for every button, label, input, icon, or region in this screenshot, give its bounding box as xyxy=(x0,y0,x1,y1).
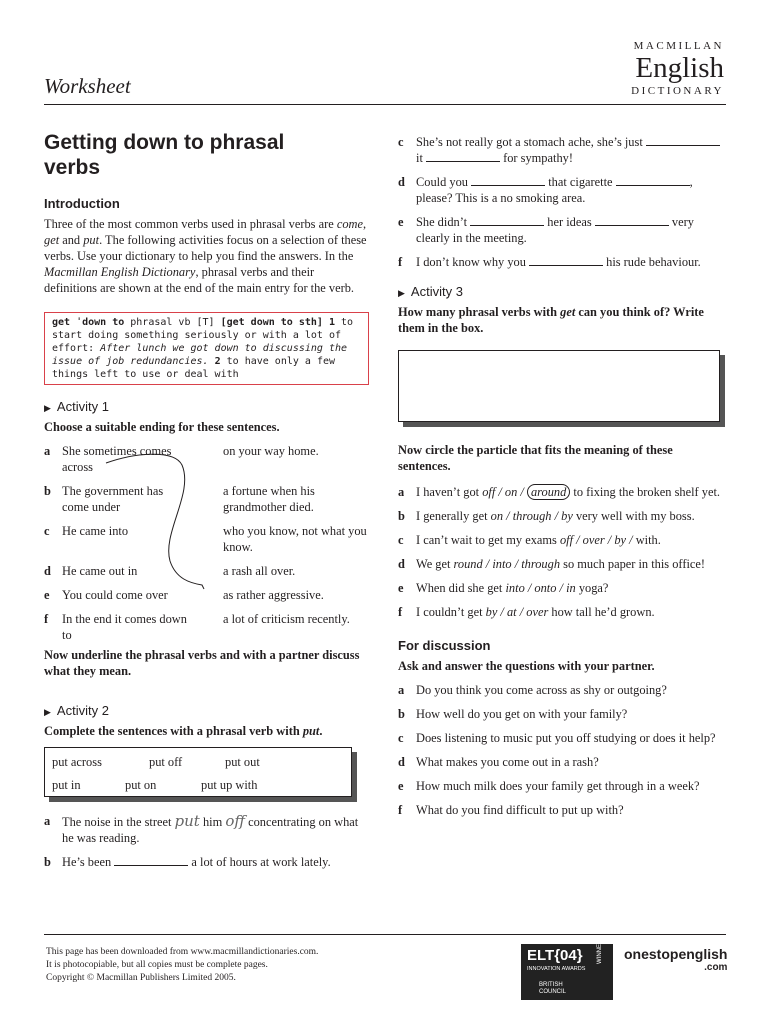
word-item: put off xyxy=(149,755,183,769)
onestopenglish-logo xyxy=(624,946,727,973)
osl-domain: .com xyxy=(704,962,728,973)
winner-label: WINNER xyxy=(597,939,603,964)
activity2-list xyxy=(44,813,369,870)
ending-item: a lot of criticism recently. xyxy=(223,612,350,626)
list-item: f I couldn’t get by / at / over how tall he’d grown. xyxy=(398,605,655,619)
ending-item: a rash all over. xyxy=(223,564,296,578)
footer-divider xyxy=(44,934,726,935)
list-item: b How well do you get on with your family? xyxy=(398,707,628,721)
list-item: c I can’t wait to get my exams off / over / by / with. xyxy=(398,533,661,547)
circled-answer: around xyxy=(527,484,570,500)
triangle-icon: ▶ xyxy=(44,707,51,717)
brand-top: MACMILLAN xyxy=(633,40,724,52)
worksheet-heading: Worksheet xyxy=(44,74,131,98)
discussion-instruction: Ask and answer the questions with your partner. xyxy=(398,659,655,673)
macmillan-logo xyxy=(631,40,724,97)
activity1-matching: a She sometimes comes across on your way home. b The government has come under a fortune when his grandmother died. c He came into who you know, not what you know. d He came out in a rash all over. e You could come over as rather aggressive. f In the end it comes down to a lot of criticism recently. xyxy=(44,443,369,641)
handwritten-answer: put xyxy=(174,812,200,830)
footer-text xyxy=(46,946,318,985)
list-item: c She’s not really got a stomach ache, she’s just it for sympathy! xyxy=(398,134,728,166)
list-item: b He’s been a lot of hours at work lately. xyxy=(44,855,331,869)
list-item: e She didn’t her ideas very clearly in the meeting. xyxy=(398,215,694,245)
dictionary-entry: get ˈdown to phrasal vb [T] [get down to sth] 1 to start doing something seriously or with a lot of effort: After lunch we got down to discussing the issue of job redundancies. 2 to have only a few things left to use or deal with xyxy=(44,312,369,385)
list-item: e When did she get into / onto / in yoga? xyxy=(398,581,609,595)
answer-blank[interactable] xyxy=(529,255,603,266)
activity2-title: ▶ Activity 2 xyxy=(44,703,109,718)
answer-blank[interactable] xyxy=(616,175,690,186)
list-item: d What makes you come out in a rash? xyxy=(398,755,599,769)
intro-heading: Introduction xyxy=(44,196,120,211)
discussion-list xyxy=(398,682,728,818)
activity3-title: ▶ Activity 3 xyxy=(398,284,463,299)
list-item: c Does listening to music put you off studying or does it help? xyxy=(398,731,716,745)
elt-subtitle: INNOVATION AWARDS xyxy=(527,966,586,972)
list-item: b I generally get on / through / by very well with my boss. xyxy=(398,509,695,523)
match-line xyxy=(44,443,374,641)
brand-bottom: DICTIONARY xyxy=(631,85,724,97)
activity2-instruction: Complete the sentences with a phrasal verb with put. xyxy=(44,724,323,738)
answer-blank[interactable] xyxy=(426,151,500,162)
word-item: put in xyxy=(52,778,81,792)
answer-blank[interactable] xyxy=(470,215,544,226)
list-item: d We get round / into / through so much paper in this office! xyxy=(398,557,706,571)
circle-instruction: Now circle the particle that fits the meaning of these sentences. xyxy=(398,443,673,473)
activity1-title: ▶ Activity 1 xyxy=(44,399,109,414)
word-item: put across xyxy=(52,755,102,769)
ending-item: a fortune when his grandmother died. xyxy=(223,484,315,514)
activity1-followup: Now underline the phrasal verbs and with a partner discuss what they mean. xyxy=(44,648,360,678)
left-column xyxy=(44,130,369,878)
triangle-icon: ▶ xyxy=(398,288,405,298)
page-title: Getting down to phrasal verbs xyxy=(44,131,285,179)
footer-line: It is photocopiable, but all copies must be complete pages. xyxy=(46,960,268,970)
activity3-instruction: How many phrasal verbs with get can you think of? Write them in the box. xyxy=(398,305,704,335)
right-column xyxy=(398,134,728,826)
word-box xyxy=(44,747,352,797)
list-item: f I don’t know why you his rude behaviour. xyxy=(398,255,701,269)
list-item: a I haven’t got off / on / around to fixing the broken shelf yet. xyxy=(398,485,721,499)
discussion-heading: For discussion xyxy=(398,638,491,653)
footer-line: Copyright © Macmillan Publishers Limited 2005. xyxy=(46,973,236,983)
list-item: a The noise in the street put him off concentrating on what he was reading. xyxy=(44,812,359,845)
word-item: put out xyxy=(225,755,260,769)
answer-box[interactable] xyxy=(398,350,720,422)
brand-mid: English xyxy=(635,52,724,84)
british-council: BRITISH COUNCIL xyxy=(539,982,567,995)
header-divider xyxy=(44,104,726,105)
answer-blank[interactable] xyxy=(646,135,720,146)
list-item: d Could you that cigarette , please? This is a no smoking area. xyxy=(398,175,693,205)
activity2-continued xyxy=(398,134,728,270)
osl-name: onestopenglish xyxy=(624,946,728,962)
ending-item: on your way home. xyxy=(223,444,319,458)
handwritten-answer: off xyxy=(225,812,245,830)
answer-blank[interactable] xyxy=(595,215,669,226)
intro-text: Three of the most common verbs used in phrasal verbs are come, get and put. The following activities focus on a selection of these verbs. Use your dictionary to help you find the answers. In the Macmillan English Dictionary, phrasal verbs and their definitions are shown at the end of the main entry for the verb. xyxy=(44,217,367,295)
answer-blank[interactable] xyxy=(114,855,188,866)
elt-award-logo xyxy=(521,939,613,1000)
activity1-instruction: Choose a suitable ending for these sentences. xyxy=(44,420,280,434)
word-item: put up with xyxy=(201,778,258,792)
elt-title: ELT{04} xyxy=(527,947,583,964)
list-item: e How much milk does your family get through in a week? xyxy=(398,779,700,793)
ending-item: as rather aggressive. xyxy=(223,588,324,602)
list-item: a Do you think you come across as shy or outgoing? xyxy=(398,683,667,697)
answer-blank[interactable] xyxy=(471,175,545,186)
activity3-list xyxy=(398,484,728,620)
triangle-icon: ▶ xyxy=(44,403,51,413)
word-item: put on xyxy=(125,778,157,792)
list-item: f What do you find difficult to put up with? xyxy=(398,803,624,817)
ending-item: who you know, not what you know. xyxy=(223,524,367,554)
footer-line: This page has been downloaded from www.macmillandictionaries.com. xyxy=(46,947,319,957)
